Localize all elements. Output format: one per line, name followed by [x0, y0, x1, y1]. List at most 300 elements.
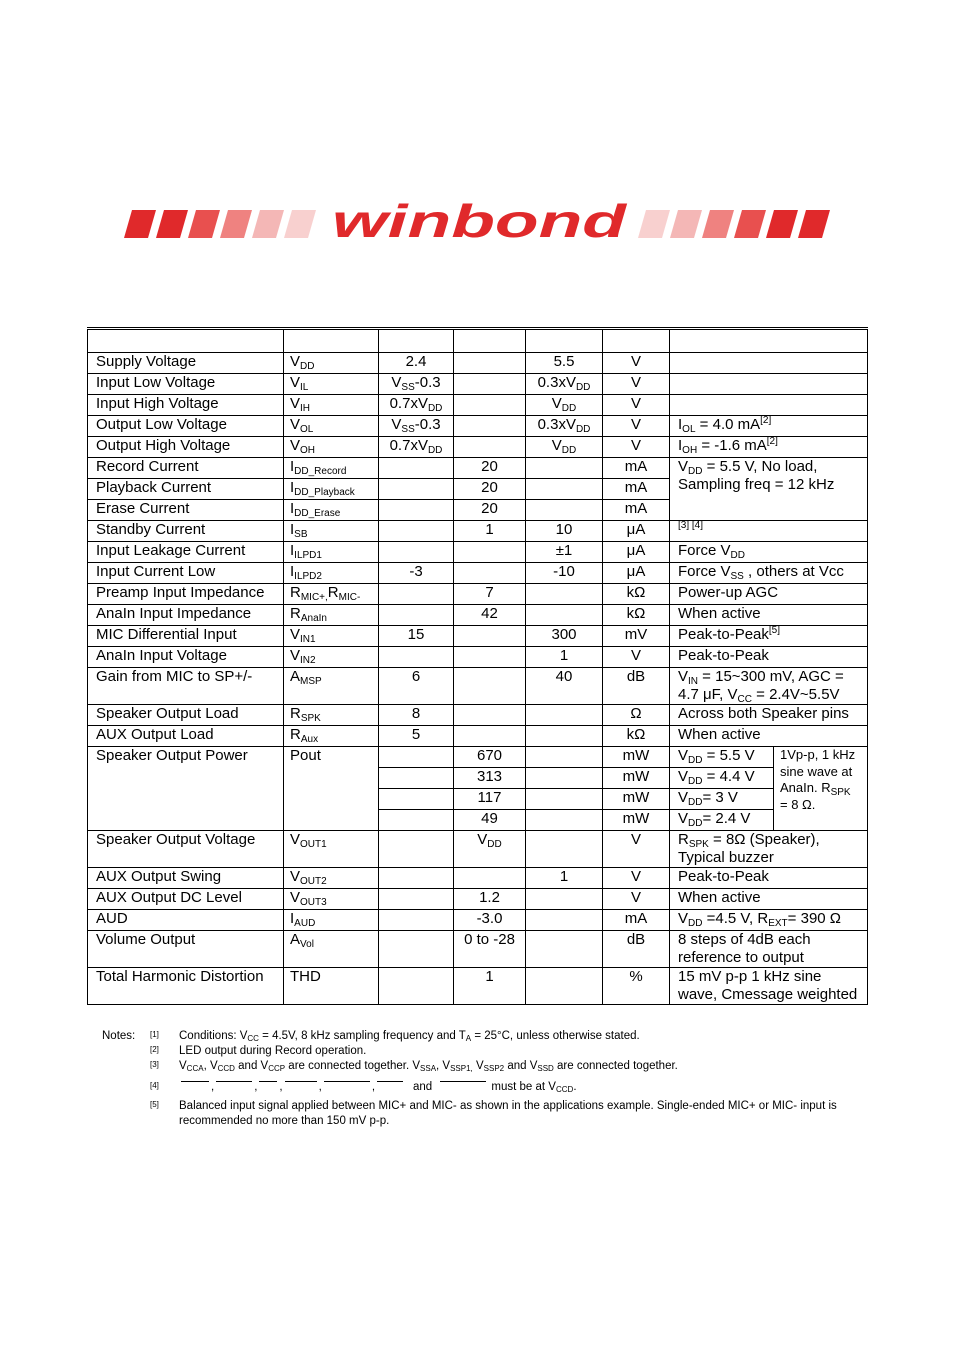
symbol-cell	[284, 705, 379, 726]
text: A	[290, 931, 301, 948]
unit: mA	[624, 479, 648, 496]
max-cell	[526, 868, 603, 889]
unit: Ω	[630, 705, 642, 722]
param-label: Supply Voltage	[96, 353, 197, 370]
max-cell	[526, 647, 603, 668]
param-cell	[88, 563, 284, 584]
text: V	[290, 831, 301, 848]
text: 10	[555, 521, 573, 538]
unit-cell	[603, 889, 670, 910]
table-row	[88, 521, 868, 542]
unit: mA	[624, 458, 648, 475]
max-cell	[526, 416, 603, 437]
unit-cell	[603, 374, 670, 395]
text: V	[551, 395, 562, 412]
condition-cell	[670, 789, 774, 810]
subscript: IN2	[300, 655, 316, 666]
unit-cell	[603, 395, 670, 416]
unit: V	[630, 395, 641, 412]
table-row	[88, 584, 868, 605]
text: A	[290, 668, 301, 685]
unit-cell	[603, 705, 670, 726]
subscript: DD	[575, 424, 591, 435]
text: 20	[481, 458, 498, 475]
param-label: Preamp Input Impedance	[96, 584, 265, 601]
text: = 390 Ω	[787, 910, 842, 927]
unit-cell	[603, 968, 670, 1005]
symbol-cell	[284, 647, 379, 668]
min-cell	[379, 810, 454, 831]
param-cell	[88, 395, 284, 416]
unit: μA	[626, 563, 646, 580]
param-label: AUX Output Swing	[96, 868, 222, 885]
text: THD	[290, 968, 321, 985]
unit: V	[630, 868, 641, 885]
unit: μA	[626, 542, 646, 559]
max-cell	[526, 910, 603, 931]
text: 1	[485, 968, 494, 985]
unit: μA	[626, 521, 646, 538]
max-cell	[526, 889, 603, 910]
condition-cell	[670, 747, 774, 768]
max-cell	[526, 726, 603, 747]
text: V	[290, 889, 301, 906]
unit: V	[630, 437, 641, 454]
table-row	[88, 668, 868, 705]
unit-cell	[603, 584, 670, 605]
symbol-cell	[284, 910, 379, 931]
subscript: OH	[682, 445, 698, 456]
text: -3.0	[476, 910, 503, 927]
typ-cell	[454, 605, 526, 626]
subscript: DD	[575, 382, 591, 393]
typ-cell	[454, 789, 526, 810]
symbol-cell	[284, 563, 379, 584]
min-cell	[379, 831, 454, 868]
min-cell	[379, 500, 454, 521]
min-cell	[379, 416, 454, 437]
header-cell	[88, 329, 284, 353]
param-cell	[88, 705, 284, 726]
min-cell	[379, 968, 454, 1005]
table-row	[88, 416, 868, 437]
max-cell	[526, 563, 603, 584]
subscript: SPK	[830, 787, 851, 798]
param-label: AnaIn Input Voltage	[96, 647, 227, 664]
text: 1	[559, 647, 569, 664]
subscript: SS	[401, 382, 415, 393]
subscript: Vol	[300, 939, 314, 950]
text: I	[290, 500, 295, 517]
max-cell	[526, 500, 603, 521]
text: Peak-to-Peak	[678, 868, 769, 885]
typ-cell	[454, 931, 526, 968]
subscript: DD_Record	[294, 466, 347, 477]
text: V	[391, 374, 402, 391]
min-cell	[379, 437, 454, 458]
unit: mW	[622, 747, 650, 764]
text: R	[290, 605, 301, 622]
table-row	[88, 931, 868, 968]
param-cell	[88, 542, 284, 563]
unit-cell	[603, 831, 670, 868]
unit: V	[630, 647, 641, 664]
unit-cell	[603, 626, 670, 647]
unit-cell	[603, 668, 670, 705]
unit: kΩ	[626, 605, 646, 622]
unit-cell	[603, 910, 670, 931]
typ-cell	[454, 705, 526, 726]
text: = 5.5 V, No load, Sampling freq = 12 kHz	[678, 458, 835, 493]
param-label: Input Low Voltage	[96, 374, 216, 391]
text: 1Vp-p, 1 kHz sine wave at AnaIn. R	[780, 747, 856, 795]
notes-label: Notes:	[102, 1030, 136, 1042]
unit-cell	[603, 458, 670, 479]
symbol-cell	[284, 542, 379, 563]
text: Across both Speaker pins	[678, 705, 849, 722]
unit: V	[630, 416, 641, 433]
note-text: Balanced input signal applied between MIC+ and MIC- as shown in the applications example. Single-ended MIC+ or MIC- input is recommended no more than 150 mV p-p.	[179, 1100, 837, 1127]
max-cell	[526, 626, 603, 647]
condition-cell	[670, 868, 868, 889]
param-label: Standby Current	[96, 521, 206, 538]
subscript: DD	[688, 466, 703, 477]
max-cell	[526, 521, 603, 542]
unit: kΩ	[626, 584, 646, 601]
subscript: OL	[682, 424, 696, 435]
subscript: DD	[730, 550, 745, 561]
text: I	[678, 416, 683, 433]
param-cell	[88, 910, 284, 931]
text: 1	[485, 521, 494, 538]
logo-stripes-right	[638, 210, 830, 238]
subscript: SB	[294, 529, 308, 540]
max-cell	[526, 831, 603, 868]
text: V	[678, 768, 689, 785]
max-cell	[526, 605, 603, 626]
note-number: [3]	[150, 1060, 159, 1069]
note-text: LED output during Record operation.	[179, 1045, 367, 1057]
text: -3	[409, 563, 423, 580]
text: When active	[678, 889, 761, 906]
header-cell	[603, 329, 670, 353]
param-label: Speaker Output Power	[96, 747, 248, 764]
min-cell	[379, 395, 454, 416]
text: = 15~300 mV, AGC = 4.7 μF, V	[678, 668, 844, 703]
symbol-cell	[284, 931, 379, 968]
text: I	[290, 521, 295, 538]
max-cell	[526, 458, 603, 479]
unit-cell	[603, 353, 670, 374]
header-cell	[379, 329, 454, 353]
table-row	[88, 889, 868, 910]
text: 0 to -28	[464, 931, 515, 948]
min-cell	[379, 479, 454, 500]
param-cell	[88, 416, 284, 437]
text: Pout	[290, 747, 321, 764]
text: V	[290, 437, 301, 454]
condition-cell	[670, 605, 868, 626]
param-cell	[88, 458, 284, 479]
min-cell	[379, 747, 454, 768]
text: 5.5	[553, 353, 575, 370]
unit: mV	[624, 626, 648, 643]
typ-cell	[454, 437, 526, 458]
param-cell	[88, 931, 284, 968]
max-cell	[526, 353, 603, 374]
note-3	[102, 1059, 862, 1074]
subscript: SS	[401, 424, 415, 435]
max-cell	[526, 542, 603, 563]
condition-cell	[670, 810, 774, 831]
text: 2.4	[405, 353, 427, 370]
typ-cell	[454, 968, 526, 1005]
param-cell	[88, 726, 284, 747]
condition-cell	[670, 416, 868, 437]
subscript: MIC-	[338, 592, 361, 603]
condition-cell	[670, 968, 868, 1005]
param-label: Total Harmonic Distortion	[96, 968, 264, 985]
text: 117	[477, 789, 502, 806]
condition-cell	[670, 726, 868, 747]
text: 8	[411, 705, 421, 722]
text: 42	[481, 605, 498, 622]
winbond-logo	[120, 196, 834, 244]
max-cell	[526, 479, 603, 500]
text: 0.7xV	[389, 437, 428, 454]
subscript: OUT3	[300, 897, 327, 908]
param-cell	[88, 668, 284, 705]
text: , others at Vcc	[743, 563, 844, 580]
text: 49	[481, 810, 498, 827]
subscript: MSP	[300, 676, 322, 687]
footnote-ref: [2]	[760, 415, 772, 426]
param-cell	[88, 500, 284, 521]
unit: V	[630, 889, 641, 906]
subscript: DD_Erase	[294, 508, 341, 519]
subscript: OL	[300, 424, 314, 435]
subscript: DD	[688, 797, 703, 808]
condition-cell	[670, 542, 868, 563]
header-cell	[670, 329, 868, 353]
typ-cell	[454, 584, 526, 605]
param-label: Input High Voltage	[96, 395, 219, 412]
text: 1	[559, 868, 569, 885]
param-label: Output High Voltage	[96, 437, 231, 454]
note-number: [1]	[150, 1030, 159, 1039]
unit: dB	[626, 931, 646, 948]
min-cell	[379, 626, 454, 647]
unit-cell	[603, 521, 670, 542]
typ-cell	[454, 500, 526, 521]
footnote-ref: [2]	[766, 436, 778, 447]
symbol-cell	[284, 626, 379, 647]
param-label: Input Leakage Current	[96, 542, 246, 559]
unit: mW	[622, 789, 650, 806]
text: -0.3	[414, 416, 441, 433]
subscript: DD	[561, 403, 577, 414]
table-row	[88, 705, 868, 726]
unit-cell	[603, 563, 670, 584]
note-text: Conditions: $V_{CC} = 4.5V$, 8 kHz sampling frequency and $T_A = 25^\circ C$, unless otherwise stated.	[179, 1030, 640, 1043]
subscript: SPK	[300, 713, 321, 724]
typ-cell	[454, 542, 526, 563]
text: 0.7xV	[389, 395, 428, 412]
condition-cell	[670, 563, 868, 584]
max-cell	[526, 789, 603, 810]
subscript: MIC+,	[300, 592, 328, 603]
footnote-ref: [3] [4]	[678, 520, 704, 531]
symbol-cell	[284, 374, 379, 395]
unit-cell	[603, 768, 670, 789]
text: 670	[476, 747, 503, 764]
condition-cell	[670, 768, 774, 789]
symbol-cell	[284, 868, 379, 889]
param-cell	[88, 647, 284, 668]
param-cell	[88, 353, 284, 374]
typ-cell	[454, 626, 526, 647]
subscript: IL	[300, 382, 309, 393]
symbol-cell	[284, 584, 379, 605]
condition-cell	[670, 395, 868, 416]
text: I	[290, 458, 295, 475]
text: R	[290, 726, 301, 743]
text: = 4.0 mA	[695, 416, 761, 433]
unit: mW	[622, 768, 650, 785]
param-cell	[88, 868, 284, 889]
unit-cell	[603, 437, 670, 458]
text: 8 steps of 4dB each reference to output	[678, 931, 811, 966]
text: R	[290, 584, 301, 601]
text: R	[290, 705, 301, 722]
text: 300	[551, 626, 577, 643]
max-cell	[526, 395, 603, 416]
unit-cell	[603, 868, 670, 889]
param-label: Volume Output	[96, 931, 196, 948]
min-cell	[379, 647, 454, 668]
notes	[102, 1029, 862, 1129]
table-row	[88, 626, 868, 647]
condition-cell	[670, 889, 868, 910]
text: = 3 V	[702, 789, 738, 806]
subscript: ILPD1	[294, 550, 322, 561]
param-label: Gain from MIC to SP+/-	[96, 668, 253, 685]
unit: mA	[624, 500, 648, 517]
text: I	[290, 563, 295, 580]
symbol-cell	[284, 831, 379, 868]
typ-cell	[454, 831, 526, 868]
typ-cell	[454, 726, 526, 747]
param-label: Speaker Output Voltage	[96, 831, 256, 848]
unit: dB	[626, 668, 646, 685]
text: V	[290, 647, 301, 664]
note-text: , , , , , and must be at $V_{CCD}$.	[179, 1080, 862, 1095]
typ-cell	[454, 768, 526, 789]
text: = -1.6 mA	[697, 437, 767, 454]
typ-cell	[454, 353, 526, 374]
text: V	[678, 458, 689, 475]
text: V	[551, 437, 562, 454]
param-label: Speaker Output Load	[96, 705, 239, 722]
text: V	[678, 910, 689, 927]
subscript: ILPD2	[294, 571, 322, 582]
unit-cell	[603, 789, 670, 810]
text: = 2.4V~5.5V	[751, 686, 840, 703]
text: 313	[476, 768, 503, 785]
subscript: SPK	[688, 839, 709, 850]
note-5	[102, 1099, 862, 1129]
min-cell	[379, 668, 454, 705]
condition-cell	[670, 458, 868, 521]
table-row	[88, 563, 868, 584]
max-cell	[526, 810, 603, 831]
subscript: EXT	[768, 918, 788, 929]
param-cell	[88, 479, 284, 500]
text: V	[678, 668, 689, 685]
subscript: CC	[737, 694, 752, 705]
text: R	[678, 831, 689, 848]
param-cell	[88, 605, 284, 626]
text: I	[678, 437, 683, 454]
subscript: AUD	[294, 918, 316, 929]
table-header-row	[88, 329, 868, 353]
text: =4.5 V, R	[702, 910, 769, 927]
table-row	[88, 968, 868, 1005]
typ-cell	[454, 458, 526, 479]
unit: V	[630, 831, 641, 848]
param-label: AnaIn Input Impedance	[96, 605, 252, 622]
text: V	[678, 810, 689, 827]
unit: kΩ	[626, 726, 646, 743]
condition-cell	[670, 626, 868, 647]
logo-wordmark: winbond	[332, 196, 628, 244]
text: 15	[407, 626, 425, 643]
min-cell	[379, 353, 454, 374]
header-cell	[526, 329, 603, 353]
table-row	[88, 374, 868, 395]
unit: V	[630, 374, 641, 391]
typ-cell	[454, 374, 526, 395]
subscript: DD_Playback	[294, 487, 355, 498]
symbol-cell	[284, 521, 379, 542]
table-row	[88, 542, 868, 563]
param-label: Erase Current	[96, 500, 190, 517]
param-label: AUX Output Load	[96, 726, 214, 743]
unit-cell	[603, 542, 670, 563]
param-cell	[88, 521, 284, 542]
subscript: IH	[300, 403, 311, 414]
max-cell	[526, 931, 603, 968]
unit: V	[630, 353, 641, 370]
max-cell	[526, 747, 603, 768]
min-cell	[379, 931, 454, 968]
condition-cell	[670, 584, 868, 605]
text: V	[290, 374, 301, 391]
text: 0.3xV	[537, 374, 576, 391]
symbol-cell	[284, 668, 379, 705]
min-cell	[379, 584, 454, 605]
min-cell	[379, 542, 454, 563]
header-cell	[454, 329, 526, 353]
text: V	[290, 868, 301, 885]
unit-cell	[603, 416, 670, 437]
text: V	[477, 831, 488, 848]
min-cell	[379, 521, 454, 542]
text: When active	[678, 605, 761, 622]
symbol-cell	[284, 353, 379, 374]
param-cell	[88, 831, 284, 868]
param-label: AUX Output DC Level	[96, 889, 242, 906]
